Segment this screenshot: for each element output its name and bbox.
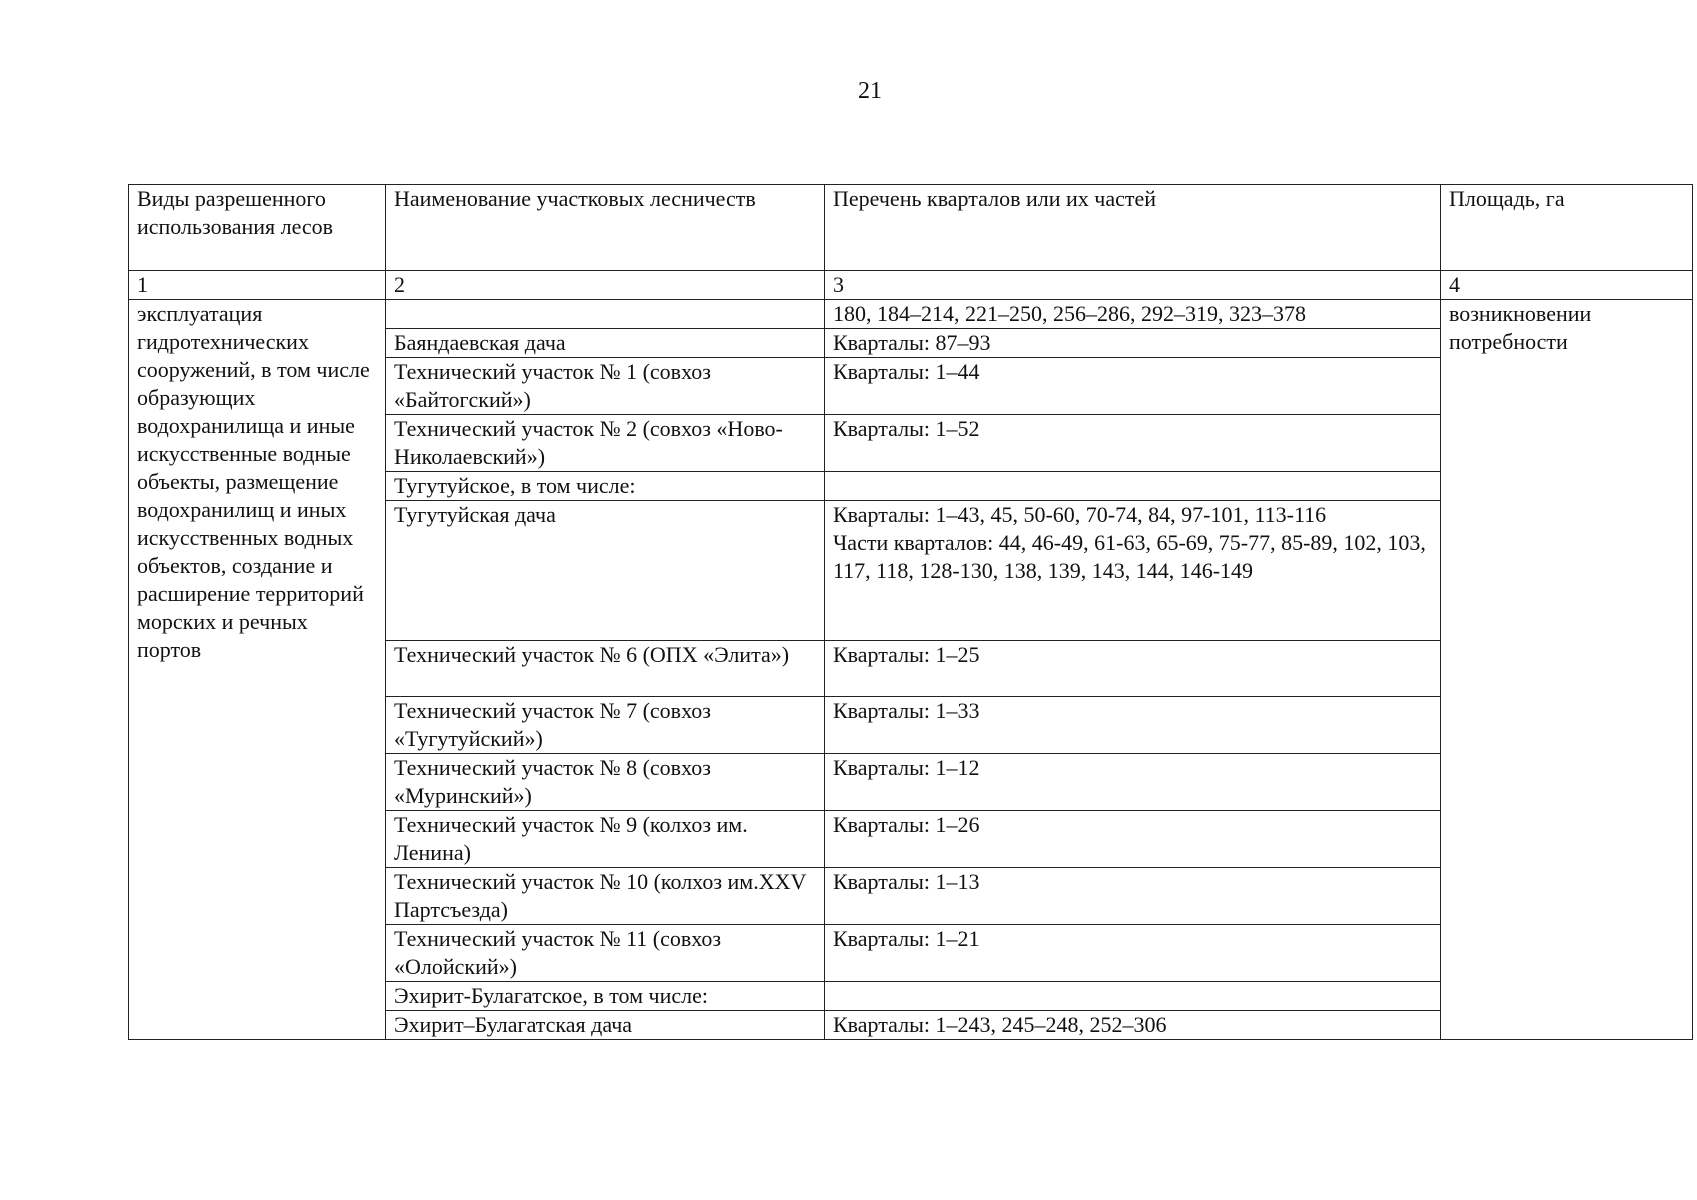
forestry-name-cell: Технический участок № 8 (совхоз «Муринский») [386, 754, 825, 811]
forestry-name-cell: Технический участок № 7 (совхоз «Тугутуйский») [386, 697, 825, 754]
quarters-cell: Кварталы: 1–21 [825, 925, 1441, 982]
use-type-cell: эксплуатация гидротехнических сооружений, в том числе образующих водохранилища и иные искусственные водные объекты, размещение водохранилищ и иных искусственных водных объектов, создание и расширение территорий морских и речных портов [129, 300, 386, 1040]
forestry-name-cell [386, 300, 825, 329]
forest-use-table [128, 184, 1693, 1040]
quarters-cell [825, 472, 1441, 501]
column-number: 1 [129, 271, 386, 300]
table-row [129, 300, 1693, 329]
quarters-cell: Кварталы: 1–243, 245–248, 252–306 [825, 1011, 1441, 1040]
forestry-name-cell: Эхирит-Булагатское, в том числе: [386, 982, 825, 1011]
quarters-text: Кварталы: 1–43, 45, 50-60, 70-74, 84, 97-101, 113-116 [833, 502, 1327, 527]
quarters-cell: Кварталы: 1–26 [825, 811, 1441, 868]
forestry-name-cell: Технический участок № 6 (ОПХ «Элита») [386, 641, 825, 697]
column-number-row [129, 271, 1693, 300]
quarters-cell: Кварталы: 1–33 [825, 697, 1441, 754]
forestry-name-cell: Технический участок № 11 (совхоз «Олойский») [386, 925, 825, 982]
quarter-parts-text: Части кварталов: 44, 46-49, 61-63, 65-69, 75-77, 85-89, 102, 103, 117, 118, 128-130, 138, 139, 143, 144, 146-149 [833, 530, 1426, 583]
page-number: 21 [858, 78, 882, 104]
quarters-cell: Кварталы: 87–93 [825, 329, 1441, 358]
column-number: 2 [386, 271, 825, 300]
forestry-name-cell: Баяндаевская дача [386, 329, 825, 358]
quarters-cell: 180, 184–214, 221–250, 256–286, 292–319, 323–378 [825, 300, 1441, 329]
quarters-cell: Кварталы: 1–25 [825, 641, 1441, 697]
header-use-type: Виды разрешенного использования лесов [129, 185, 386, 271]
forestry-name-cell: Технический участок № 9 (колхоз им. Ленина) [386, 811, 825, 868]
quarters-cell: Кварталы: 1–12 [825, 754, 1441, 811]
quarters-cell: Кварталы: 1–44 [825, 358, 1441, 415]
area-cell: возникновении потребности [1441, 300, 1693, 1040]
forestry-name-cell: Технический участок № 1 (совхоз «Байтогский») [386, 358, 825, 415]
table-header-row [129, 185, 1693, 271]
forestry-name-cell: Тугутуйское, в том числе: [386, 472, 825, 501]
forestry-name-cell: Эхирит–Булагатская дача [386, 1011, 825, 1040]
forestry-name-cell: Технический участок № 10 (колхоз им.XXV Партсъезда) [386, 868, 825, 925]
forestry-name-cell: Технический участок № 2 (совхоз «Ново-Николаевский») [386, 415, 825, 472]
quarters-cell: Кварталы: 1–52 [825, 415, 1441, 472]
quarters-cell [825, 501, 1441, 641]
column-number: 4 [1441, 271, 1693, 300]
header-area: Площадь, га [1441, 185, 1693, 271]
header-quarters-list: Перечень кварталов или их частей [825, 185, 1441, 271]
header-forestry-name: Наименование участковых лесничеств [386, 185, 825, 271]
forestry-name-cell: Тугутуйская дача [386, 501, 825, 641]
column-number: 3 [825, 271, 1441, 300]
quarters-cell: Кварталы: 1–13 [825, 868, 1441, 925]
quarters-cell [825, 982, 1441, 1011]
